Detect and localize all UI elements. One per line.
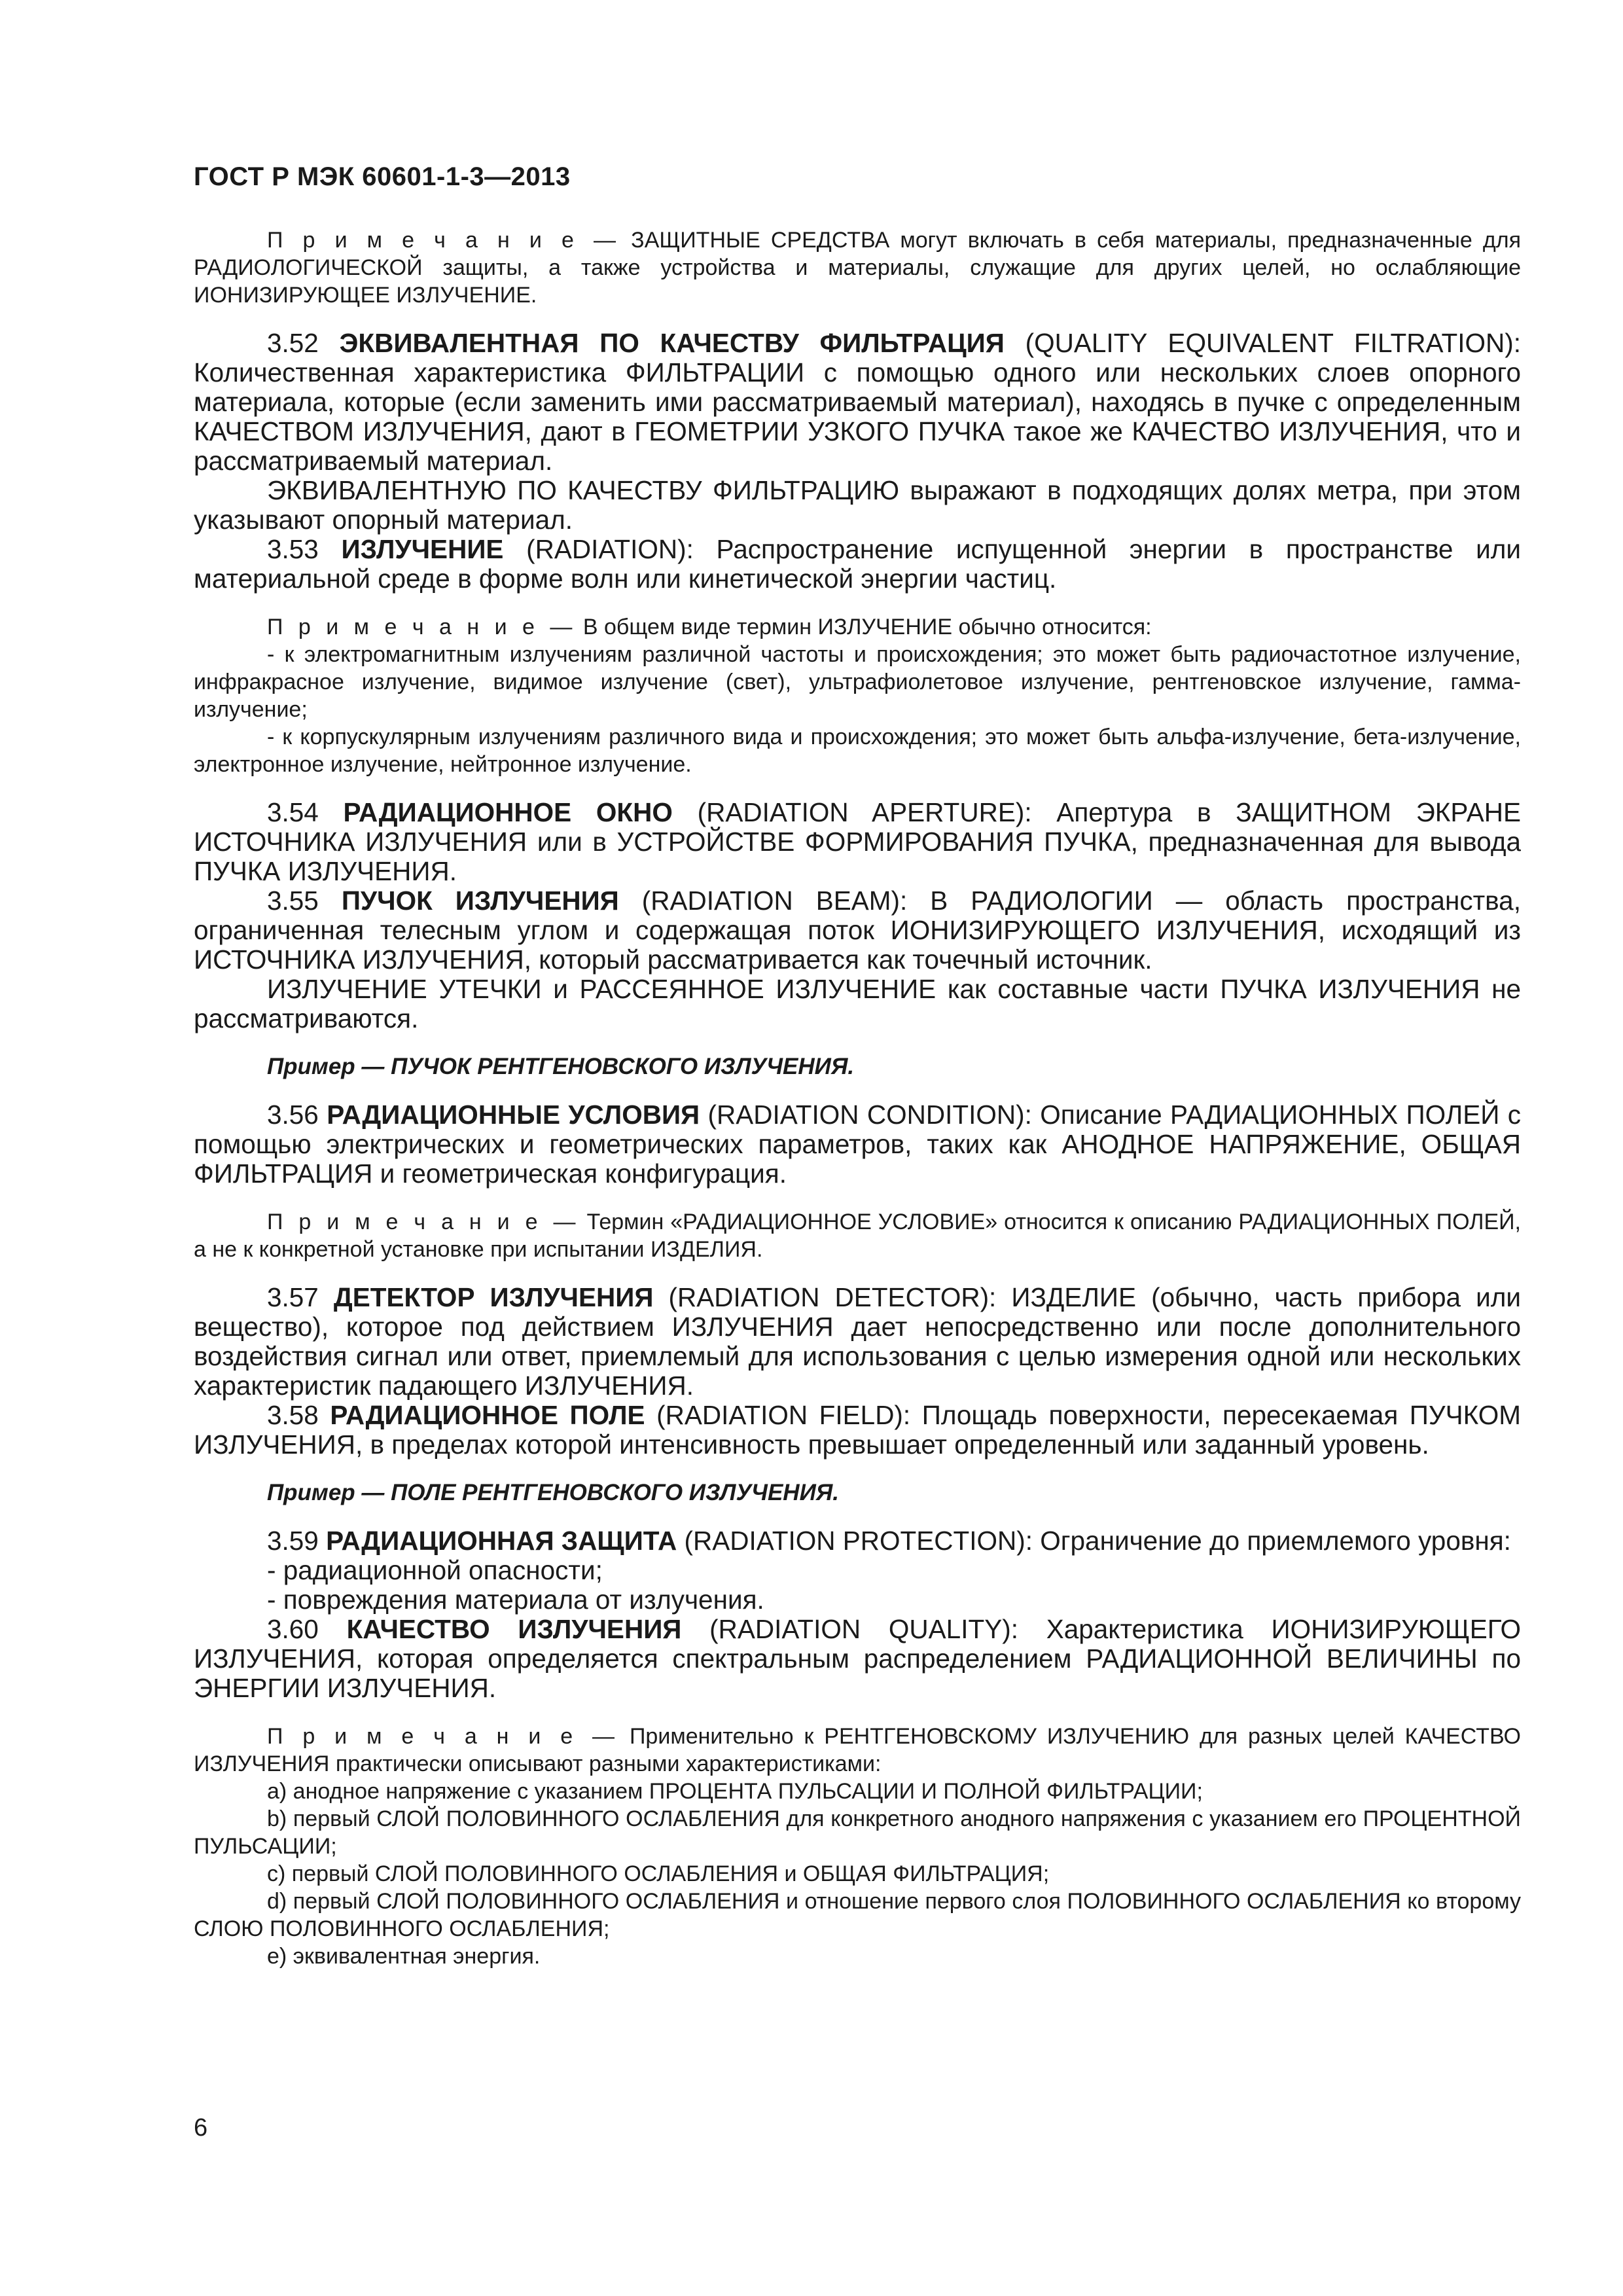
list-item: - радиационной опасности; [267, 1555, 603, 1585]
clause-3-59 [194, 1526, 1521, 1556]
clause-text: (RADIATION CONDITION): Описание РАДИАЦИОННЫХ ПОЛЕЙ с помощью электрических и геометрических параметров, таких как АНОДНОЕ НАПРЯЖЕНИЕ, ОБЩАЯ ФИЛЬТРАЦИЯ и геометрическая конфигурация. [194, 1100, 1521, 1189]
note-paragraph [194, 1723, 1521, 1778]
note-label: П р и м е ч а н и е — [267, 615, 577, 639]
note-list-item: d) первый СЛОЙ ПОЛОВИННОГО ОСЛАБЛЕНИЯ и отношение первого слоя ПОЛОВИННОГО ОСЛАБЛЕНИЯ ко второму СЛОЮ ПОЛОВИННОГО ОСЛАБЛЕНИЯ; [194, 1889, 1521, 1941]
note-text: Термин «РАДИАЦИОННОЕ УСЛОВИЕ» относится к описанию РАДИАЦИОННЫХ ПОЛЕЙ, а не к конкретной установке при испытании ИЗДЕЛИЯ. [194, 1210, 1522, 1262]
clause-text: (RADIATION FIELD): Площадь поверхности, пересекаемая ПУЧКОМ ИЗЛУЧЕНИЯ, в пределах которой интенсивность превышает определенный или заданный уровень. [194, 1400, 1521, 1460]
clause-3-60 [194, 1615, 1521, 1703]
clause-term: КАЧЕСТВО ИЗЛУЧЕНИЯ [346, 1614, 682, 1644]
note-list-item: e) эквивалентная энергия. [267, 1944, 541, 1969]
clause-3-58 [194, 1401, 1521, 1460]
note-label: П р и м е ч а н и е — [267, 1210, 580, 1234]
clause-number: 3.56 [267, 1100, 319, 1130]
clause-text: (QUALITY EQUIVALENT FILTRATION): Количественная характеристика ФИЛЬТРАЦИИ с помощью одного или нескольких слоев опорного материала, которые (если заменить ими рассматриваемый материал), находясь в пучке с определенным КАЧЕСТВОМ ИЗЛУЧЕНИЯ, дают в ГЕОМЕТРИИ УЗКОГО ПУЧКА такое же КАЧЕСТВО ИЗЛУЧЕНИЯ, что и рассматриваемый материал. [194, 328, 1521, 476]
clause-term: ПУЧОК ИЗЛУЧЕНИЯ [341, 886, 619, 916]
clause-3-54 [194, 798, 1521, 886]
clause-number: 3.53 [267, 534, 319, 564]
clause-3-52-paragraph: ЭКВИВАЛЕНТНУЮ ПО КАЧЕСТВУ ФИЛЬТРАЦИЮ выражают в подходящих долях метра, при этом указывают опорный материал. [194, 475, 1521, 535]
note-list-item: b) первый СЛОЙ ПОЛОВИННОГО ОСЛАБЛЕНИЯ для конкретного анодного напряжения с указанием его ПРОЦЕНТНОЙ ПУЛЬСАЦИИ; [194, 1806, 1521, 1859]
clause-number: 3.60 [267, 1614, 319, 1644]
note-text: Применительно к РЕНТГЕНОВСКОМУ ИЗЛУЧЕНИЮ для разных целей КАЧЕСТВО ИЗЛУЧЕНИЯ практически описывают разными характеристиками: [194, 1724, 1521, 1776]
clause-number: 3.54 [267, 797, 319, 827]
note-paragraph [194, 613, 1521, 641]
clause-term: ДЕТЕКТОР ИЗЛУЧЕНИЯ [333, 1282, 654, 1312]
clause-number: 3.59 [267, 1526, 319, 1556]
clause-term: РАДИАЦИОННАЯ ЗАЩИТА [326, 1526, 677, 1556]
document-header: ГОСТ Р МЭК 60601-1-3—2013 [194, 162, 571, 191]
example-paragraph: Пример — ПОЛЕ РЕНТГЕНОВСКОГО ИЗЛУЧЕНИЯ. [267, 1480, 839, 1505]
note-paragraph [194, 1208, 1521, 1263]
clause-3-57 [194, 1283, 1521, 1401]
clause-text: (RADIATION): Распространение испущенной энергии в пространстве или материальной среде в форме волн или кинетической энергии частиц. [194, 534, 1521, 594]
example-paragraph: Пример — ПУЧОК РЕНТГЕНОВСКОГО ИЗЛУЧЕНИЯ. [267, 1054, 855, 1079]
clause-term: ИЗЛУЧЕНИЕ [341, 534, 504, 564]
page-number: 6 [194, 2114, 208, 2142]
note-paragraph [194, 226, 1521, 309]
clause-text: (RADIATION APERTURE): Апертура в ЗАЩИТНОМ ЭКРАНЕ ИСТОЧНИКА ИЗЛУЧЕНИЯ или в УСТРОЙСТВЕ ФОРМИРОВАНИЯ ПУЧКА, предназначенная для вывода ПУЧКА ИЗЛУЧЕНИЯ. [194, 797, 1521, 886]
note-list-item: - к электромагнитным излучениям различной частоты и происхождения; это может быть радиочастотное излучение, инфракрасное излучение, видимое излучение (свет), ультрафиолетовое излучение, рентгеновское излучение, гамма-излучение; [194, 642, 1521, 722]
clause-number: 3.57 [267, 1282, 319, 1312]
note-label: П р и м е ч а н и е — [267, 1724, 620, 1749]
page-content [194, 226, 1521, 1970]
clause-number: 3.58 [267, 1400, 319, 1430]
clause-3-53 [194, 535, 1521, 594]
clause-term: ЭКВИВАЛЕНТНАЯ ПО КАЧЕСТВУ ФИЛЬТРАЦИЯ [339, 328, 1005, 358]
note-list-item: - к корпускулярным излучениям различного вида и происхождения; это может быть альфа-излучение, бета-излучение, электронное излучение, нейтронное излучение. [194, 725, 1521, 777]
clause-term: РАДИАЦИОННОЕ ПОЛЕ [330, 1400, 645, 1430]
clause-number: 3.52 [267, 328, 319, 358]
clause-3-52 [194, 329, 1521, 476]
note-text: ЗАЩИТНЫЕ СРЕДСТВА могут включать в себя материалы, предназначенные для РАДИОЛОГИЧЕСКОЙ защиты, а также устройства и материалы, служащие для других целей, но ослабляющие ИОНИЗИРУЮЩЕЕ ИЗЛУЧЕНИЕ. [194, 228, 1522, 308]
list-item: - повреждения материала от излучения. [267, 1585, 764, 1615]
clause-3-55-paragraph: ИЗЛУЧЕНИЕ УТЕЧКИ и РАССЕЯННОЕ ИЗЛУЧЕНИЕ как составные части ПУЧКА ИЗЛУЧЕНИЯ не рассматриваются. [194, 974, 1521, 1033]
note-list-item: c) первый СЛОЙ ПОЛОВИННОГО ОСЛАБЛЕНИЯ и ОБЩАЯ ФИЛЬТРАЦИЯ; [267, 1861, 1050, 1886]
clause-term: РАДИАЦИОННОЕ ОКНО [343, 797, 673, 827]
clause-3-55 [194, 886, 1521, 975]
note-list-item: a) анодное напряжение с указанием ПРОЦЕНТА ПУЛЬСАЦИИ И ПОЛНОЙ ФИЛЬТРАЦИИ; [267, 1779, 1203, 1804]
clause-text: (RADIATION BEAM): В РАДИОЛОГИИ — область пространства, ограниченная телесным углом и содержащая поток ИОНИЗИРУЮЩЕГО ИЗЛУЧЕНИЯ, исходящий из ИСТОЧНИКА ИЗЛУЧЕНИЯ, который рассматривается как точечный источник. [194, 886, 1521, 975]
note-label: П р и м е ч а н и е — [267, 228, 621, 253]
clause-text: (RADIATION DETECTOR): ИЗДЕЛИЕ (обычно, часть прибора или вещество), которое под действием ИЗЛУЧЕНИЯ дает непосредственно или после дополнительного воздействия сигнал или ответ, приемлемый для использования с целью измерения одной или нескольких характеристик падающего ИЗЛУЧЕНИЯ. [194, 1282, 1521, 1401]
clause-text: (RADIATION PROTECTION): Ограничение до приемлемого уровня: [684, 1526, 1511, 1556]
note-text: В общем виде термин ИЗЛУЧЕНИЕ обычно относится: [582, 615, 1152, 639]
clause-number: 3.55 [267, 886, 319, 916]
clause-3-56 [194, 1100, 1521, 1189]
clause-term: РАДИАЦИОННЫЕ УСЛОВИЯ [327, 1100, 700, 1130]
clause-text: (RADIATION QUALITY): Характеристика ИОНИЗИРУЮЩЕГО ИЗЛУЧЕНИЯ, которая определяется спектральным распределением РАДИАЦИОННОЙ ВЕЛИЧИНЫ по ЭНЕРГИИ ИЗЛУЧЕНИЯ. [194, 1614, 1521, 1703]
